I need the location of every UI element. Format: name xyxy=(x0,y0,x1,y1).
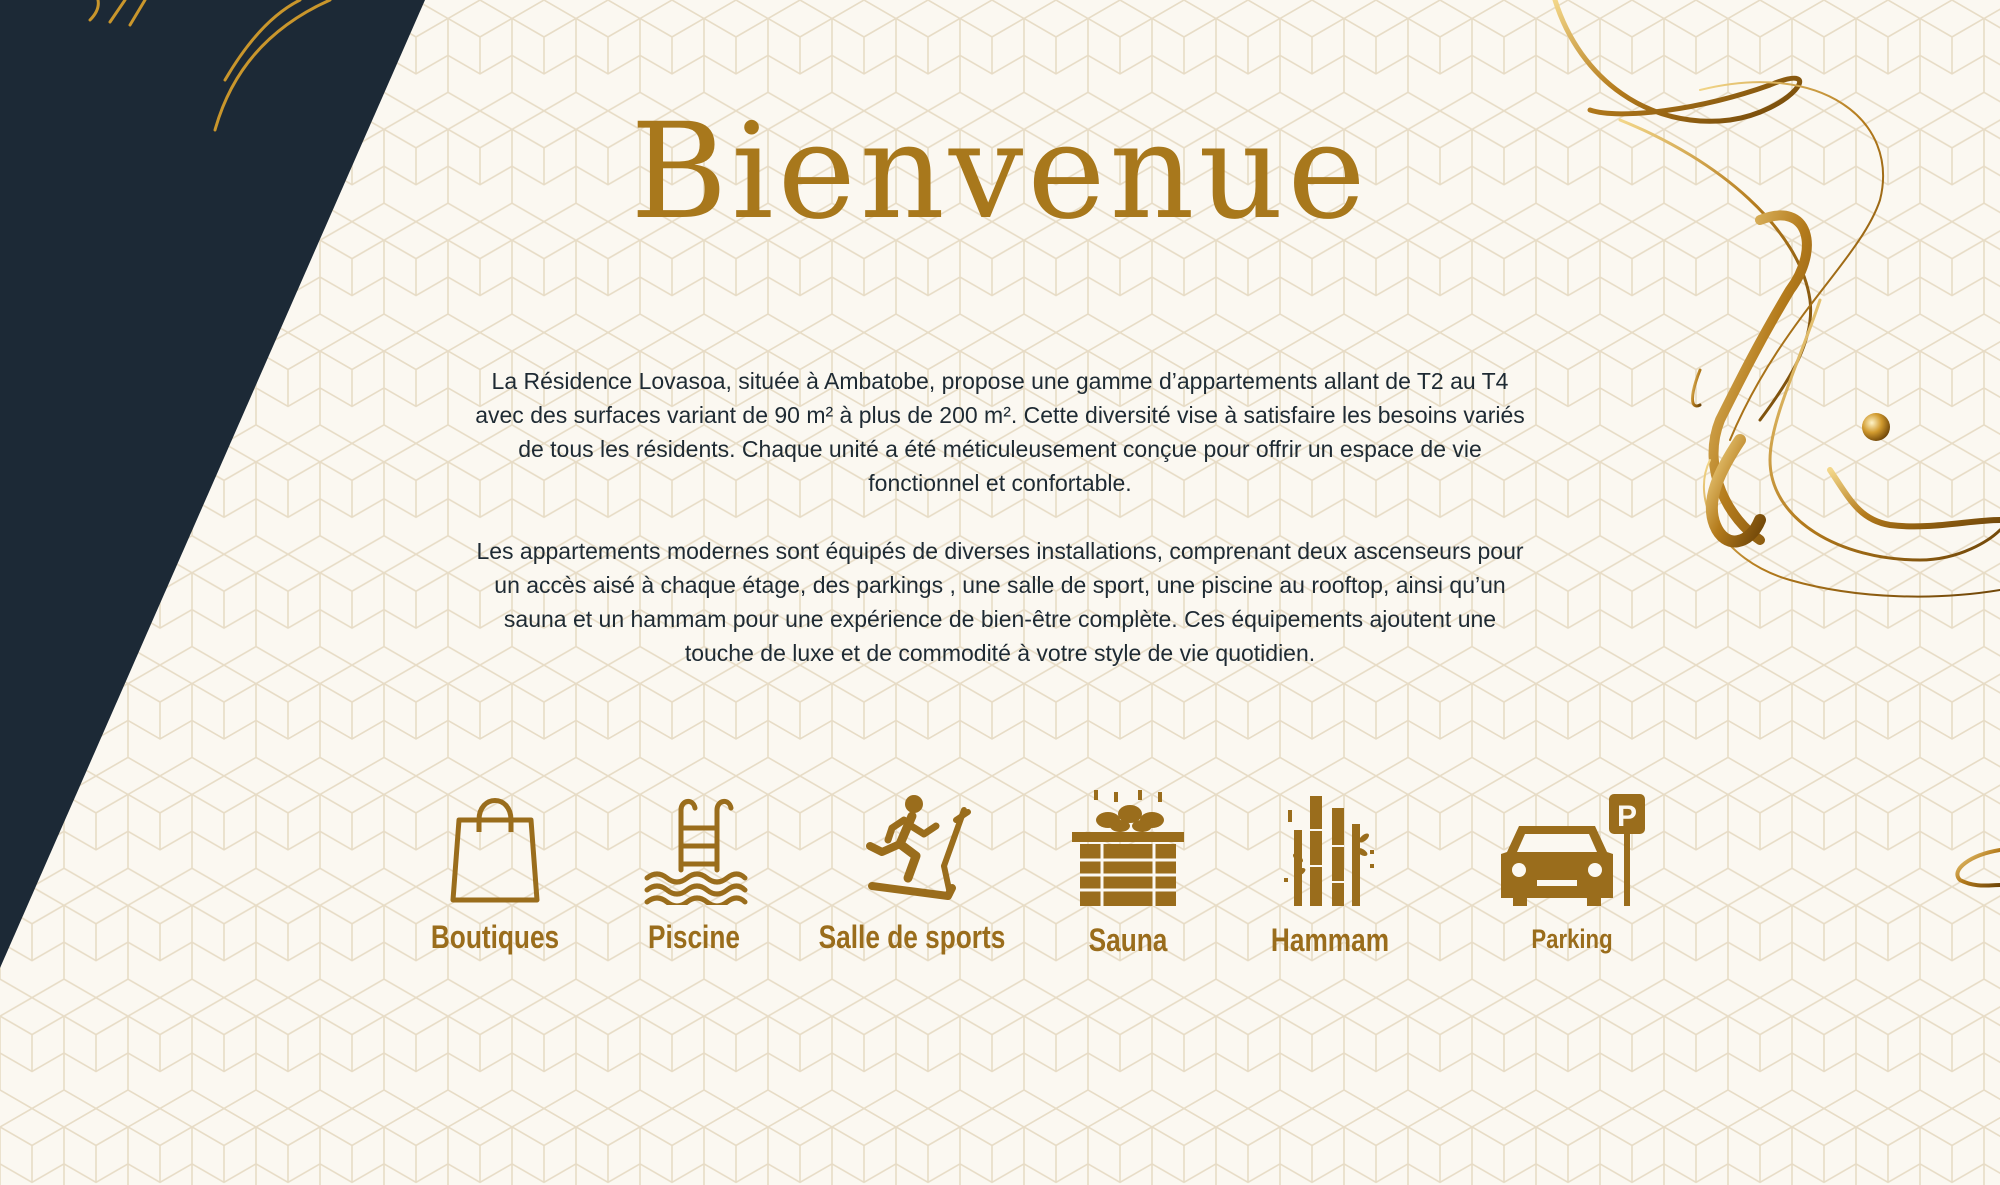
shopping-bag-icon xyxy=(445,790,545,905)
amenity-label-boutiques: Boutiques xyxy=(430,919,560,955)
pool-ladder-icon xyxy=(639,790,749,905)
amenity-label-parking: Parking xyxy=(1531,924,1613,954)
intro-paragraph-2: Les appartements modernes sont équipés de diverses installations, comprenant deux ascenseurs pour un accès aisé à chaque étage, des parkings , une salle de sport, une piscine au rooftop, ainsi qu’un sauna et un hammam pour une expérience de bien-être complète. Ces équipements ajoutent une touche de luxe et de commodité à votre style de vie quotidien. xyxy=(476,538,1524,666)
intro-text xyxy=(470,364,1530,704)
amenity-label-sauna: Sauna xyxy=(1088,922,1168,958)
hammam-icon xyxy=(1280,790,1380,908)
amenity-label-salle-de-sports: Salle de sports xyxy=(818,919,1006,955)
svg-text:P: P xyxy=(1616,800,1638,833)
page-title: Bienvenue xyxy=(630,95,1370,249)
amenity-label-hammam: Hammam xyxy=(1270,922,1390,958)
amenities-row xyxy=(0,790,2000,990)
intro-paragraph-1: La Résidence Lovasoa, située à Ambatobe, propose une gamme d’appartements allant de T2 au T4 avec des surfaces variant de 90 m² à plus de 200 m². Cette diversité vise à satisfaire les besoins variés de tous les résidents. Chaque unité a été méticuleusement conçue pour offrir un espace de vie fonctionnel et confortable. xyxy=(475,368,1525,496)
amenity-salle-de-sports xyxy=(792,790,1032,956)
treadmill-icon xyxy=(852,790,972,905)
car-parking-icon xyxy=(1497,790,1647,910)
amenity-label-piscine: Piscine xyxy=(648,919,740,955)
amenity-piscine xyxy=(574,790,814,956)
amenity-hammam xyxy=(1210,790,1450,959)
amenity-parking xyxy=(1452,790,1692,955)
sauna-icon xyxy=(1068,790,1188,908)
